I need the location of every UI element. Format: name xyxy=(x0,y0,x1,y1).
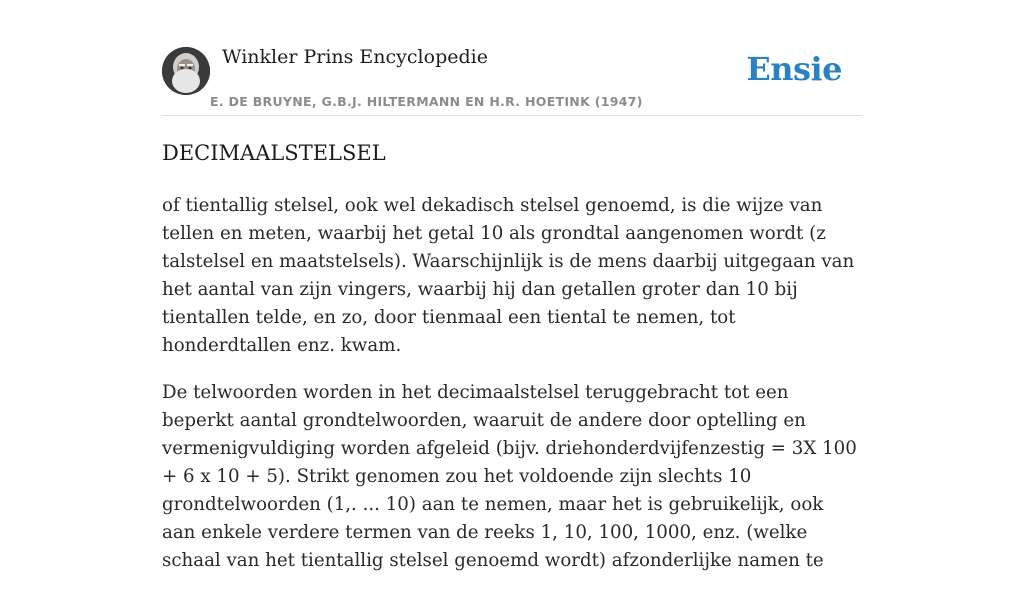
article-title: DECIMAALSTELSEL xyxy=(162,141,386,165)
article-body xyxy=(162,192,862,594)
avatar[interactable] xyxy=(162,47,210,95)
ensie-logo[interactable]: Ensie xyxy=(746,50,842,88)
authors-line: E. DE BRUYNE, G.B.J. HILTERMANN EN H.R. HOETINK (1947) xyxy=(210,94,643,109)
bearded-man-portrait-icon xyxy=(162,47,210,95)
article-paragraph: of tientallig stelsel, ook wel dekadisch stelsel genoemd, is die wijze van tellen en meten, waarbij het getal 10 als grondtal aangenomen wordt (z talstelsel en maatstelsels). Waarschijnlijk is de mens daarbij uitgegaan van het aantal van zijn vingers, waarbij hij dan getallen groter dan 10 bij tientallen telde, en zo, door tienmaal een tiental te nemen, tot honderdtallen enz. kwam. xyxy=(162,195,855,356)
article-paragraph: De telwoorden worden in het decimaalstelsel teruggebracht tot een beperkt aantal grondtelwoorden, waaruit de andere door optelling en vermenigvuldiging worden afgeleid (bijv. driehonderdvijfenzestig = 3X 100 + 6 x 10 + 5). Strikt genomen zou het voldoende zijn slechts 10 grondtelwoorden (1,. ... 10) aan te nemen, maar het is gebruikelijk, ook aan enkele verdere termen van de reeks 1, 10, 100, 1000, enz. (welke schaal van het tientallig stelsel genoemd wordt) afzonderlijke namen te xyxy=(162,382,857,571)
site-header xyxy=(162,40,862,116)
header-divider xyxy=(162,115,862,116)
site-title[interactable]: Winkler Prins Encyclopedie xyxy=(222,46,488,68)
